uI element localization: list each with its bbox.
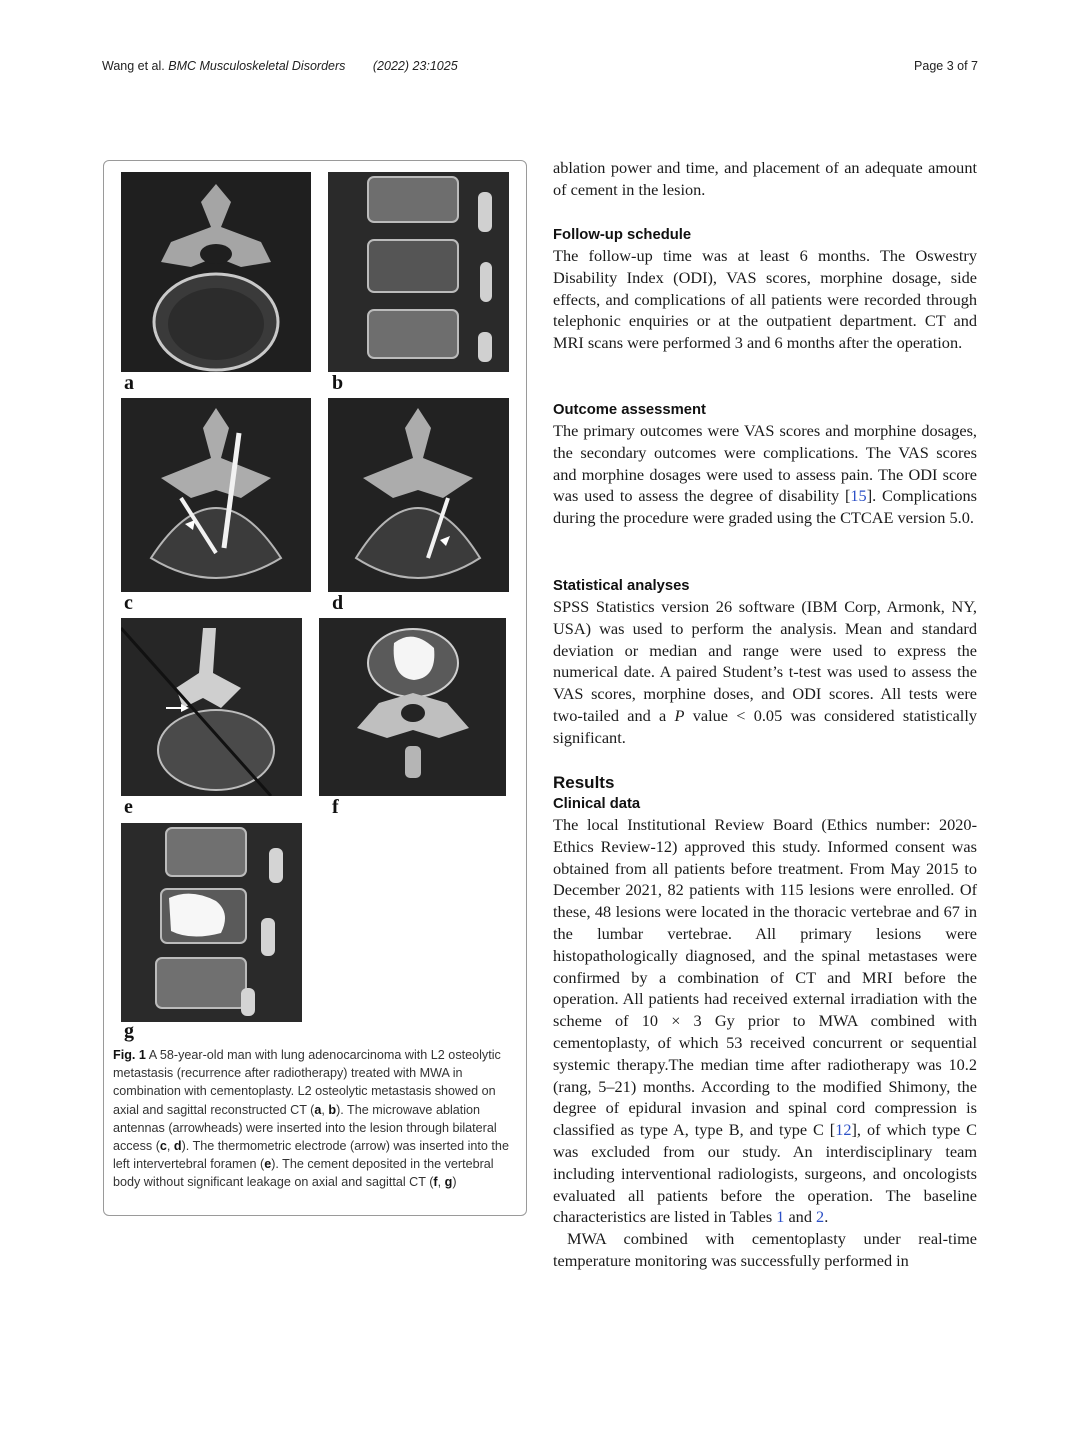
panel-letter-c: c bbox=[124, 592, 133, 614]
citation-link[interactable]: 12 bbox=[835, 1120, 852, 1140]
section-statistics bbox=[553, 576, 977, 749]
panel-letter-e: e bbox=[124, 796, 133, 818]
figure-panel-d bbox=[328, 398, 509, 592]
ct-axial-image-f bbox=[319, 618, 506, 796]
heading-results: Results bbox=[553, 773, 615, 792]
panel-letter-a: a bbox=[124, 372, 134, 394]
caption-label: Fig. 1 bbox=[113, 1048, 146, 1062]
citation-link[interactable]: 15 bbox=[850, 486, 867, 506]
table-link-2[interactable]: 2 bbox=[816, 1207, 825, 1227]
intro-paragraph: ablation power and time, and placement of an adequate amount of cement in the lesion. bbox=[553, 158, 977, 199]
ct-axial-image-d bbox=[328, 398, 509, 592]
panel-letter-g: g bbox=[124, 1020, 134, 1042]
header-year-volume: (2022) 23:1025 bbox=[372, 59, 458, 73]
body-follow-up: The follow-up time was at least 6 months. The Oswestry Disability Index (ODI), VAS scores, morphine dosage, side effects, and complications of all patients were recorded through telephonic enquiries or at the outpatient department. CT and MRI scans were performed 3 and 6 months after the operation. bbox=[553, 246, 977, 353]
header-authors: Wang et al. bbox=[102, 59, 165, 73]
figure-panel-a bbox=[121, 172, 311, 372]
ct-axial-image-e bbox=[121, 618, 302, 796]
figure-panel-e bbox=[121, 618, 302, 796]
ct-sagittal-image-b bbox=[328, 172, 509, 372]
body-final-paragraph: MWA combined with cementoplasty under real-time temperature monitoring was successfully performed in bbox=[553, 1229, 977, 1270]
figure-panel-b bbox=[328, 172, 509, 372]
heading-outcome: Outcome assessment bbox=[553, 402, 706, 418]
section-outcome bbox=[553, 400, 977, 529]
panel-letter-f: f bbox=[332, 796, 339, 818]
page-number: Page 3 of 7 bbox=[914, 59, 978, 73]
panel-letter-b: b bbox=[332, 372, 344, 394]
figure-caption: Fig. 1 A 58-year-old man with lung adenocarcinoma with L2 osteolytic metastasis (recurrence after radiotherapy) treated with MWA in combination with cementoplasty. L2 osteolytic metastasis showed on axial and sagittal reconstructed CT (a, b). The microwave ablation antennas (arrowheads) were inserted into the lesion through bilateral access (c, d). The thermometric electrode (arrow) was inserted into the left intervertebral foramen (e). The cement deposited in the vertebral body without significant leakage on axial and sagittal CT (f, g) bbox=[113, 1048, 509, 1190]
figure-panel-g bbox=[121, 823, 302, 1022]
ct-axial-image-a bbox=[121, 172, 311, 372]
section-follow-up bbox=[553, 225, 977, 354]
body-statistics: SPSS Statistics version 26 software (IBM Corp, Armonk, NY, USA) was used to perform the analysis. Mean and standard deviation or median and range were used to express the numerical date. A paired Student’s t-test was used to assess the VAS scores, morphine doses, and ODI scores. All tests were two-tailed and a P value < 0.05 was considered statistically significant. bbox=[553, 597, 977, 747]
header-journal: BMC Musculoskeletal Disorders bbox=[168, 59, 346, 73]
heading-statistics: Statistical analyses bbox=[553, 578, 690, 594]
heading-clinical-data: Clinical data bbox=[553, 796, 641, 812]
figure-panel-f bbox=[319, 618, 506, 796]
table-link-1[interactable]: 1 bbox=[776, 1207, 785, 1227]
figure-panel-c bbox=[121, 398, 311, 592]
ct-sagittal-image-g bbox=[121, 823, 302, 1022]
panel-letter-d: d bbox=[332, 592, 344, 614]
section-results bbox=[553, 772, 977, 1272]
heading-follow-up: Follow-up schedule bbox=[553, 227, 692, 243]
body-outcome: The primary outcomes were VAS scores and morphine dosages, the secondary outcomes were complications. The VAS scores and morphine dosages were used to assess pain. The ODI score was used to assess the degree of disability [15]. Complications during the procedure were graded using the CTCAE version 5.0. bbox=[553, 421, 978, 528]
ct-axial-image-c bbox=[121, 398, 311, 592]
body-clinical-data: The local Institutional Review Board (Ethics number: 2020-Ethics Review-12) approved this study. Informed consent was obtained from all patients before treatment. From May 2015 to December 2021, 82 patients with 115 lesions were enrolled. Of these, 48 lesions were located in the thoracic vertebrae and 67 in the lumbar vertebrae. All primary lesions were histopathologically diagnosed, and the spinal metastases were confirmed by a combination of CT and MRI before the operation. All patients had received external irradiation with the scheme of 10 × 3 Gy prior to MWA combined with cementoplasty, of which 53 received concurrent or sequential systemic therapy.The median time after radiotherapy was 10.2 (rang, 5–21) months. According to the modified Shimony, the degree of epidural invasion and spinal cord compression is classified as type A, type B, and type C [12], of which type C was excluded from our study. An interdisciplinary team including interventional radiologists, surgeons, and oncologists evaluated all patients before the operation. The baseline characteristics are listed in Tables 1 and 2. bbox=[553, 815, 978, 1227]
running-header bbox=[102, 59, 458, 73]
